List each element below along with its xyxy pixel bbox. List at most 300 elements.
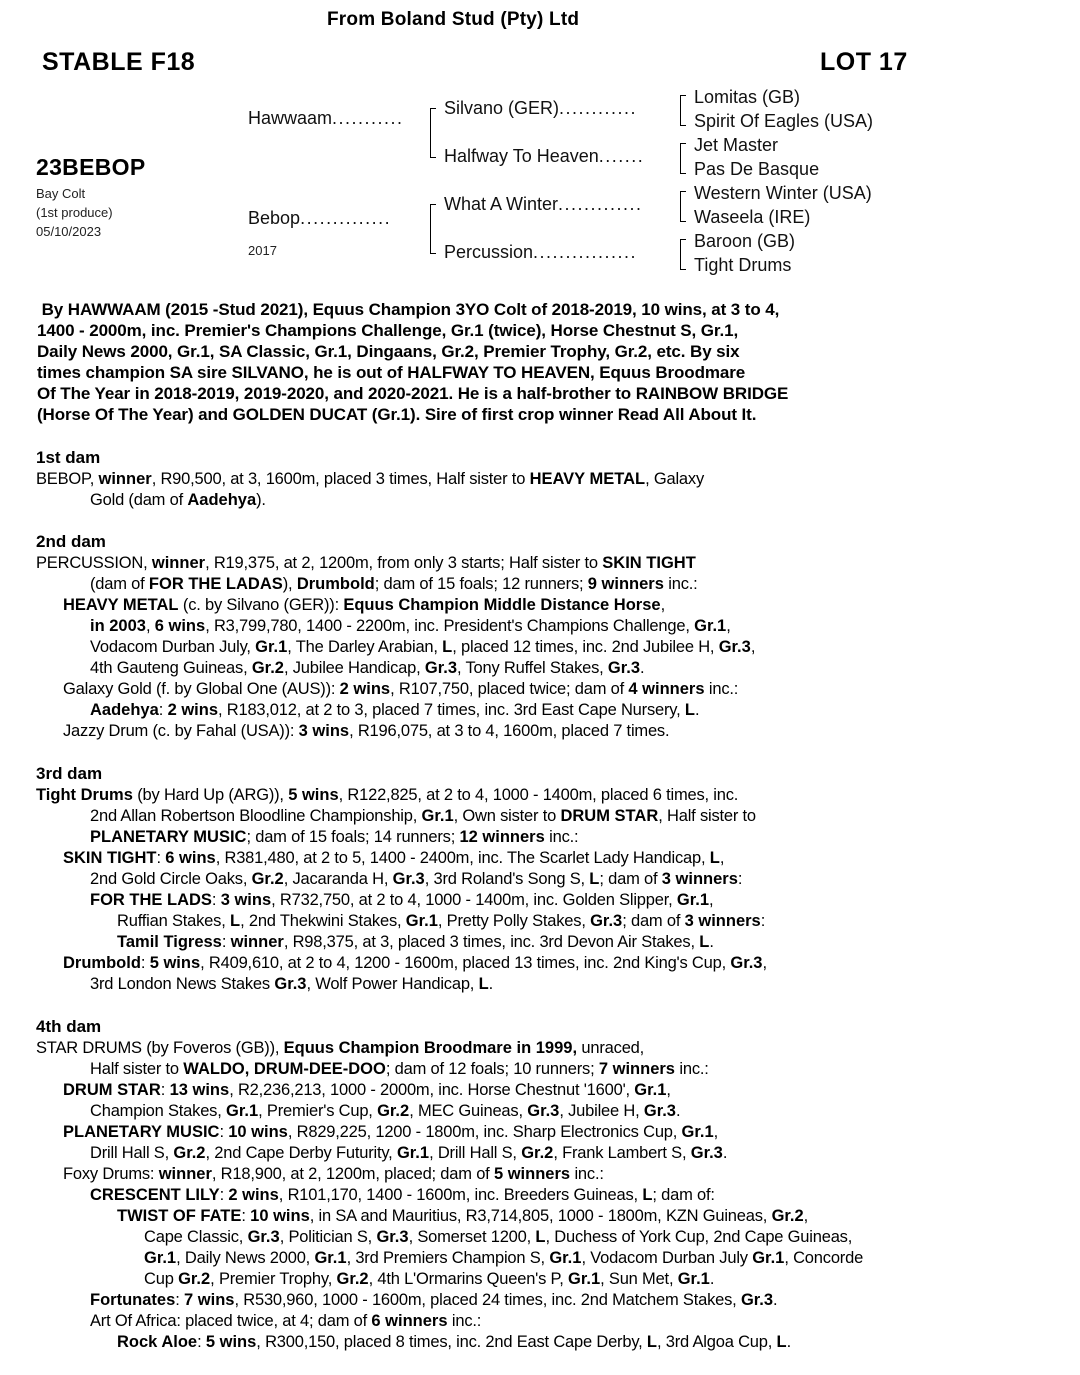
emphasis-text: Gr.2 [178,1270,211,1288]
race-record-line [36,848,1076,869]
pedigree-bracket [430,108,431,158]
body-text: , in SA and Mauritius, R3,714,805, 1000 - 1800m, KZN Guineas, [309,1207,772,1225]
emphasis-text: 13 wins [169,1081,230,1099]
emphasis-text: Gr.3 [590,912,623,930]
emphasis-text: Gr.1 [634,1081,667,1099]
body-text: (dam of [90,575,149,593]
race-record-line [36,1248,1076,1269]
emphasis-text: Gr.3 [643,1102,676,1120]
emphasis-text: FOR THE LADS [90,891,212,909]
race-record-line [36,1206,1076,1227]
race-record-line [36,1122,1076,1143]
body-text: , R196,075, at 3 to 4, 1600m, placed 7 times. [349,722,670,740]
body-text: inc.: [663,575,698,593]
body-text: inc.: [544,828,579,846]
emphasis-text: winner [151,554,206,572]
body-text: : [175,1291,185,1309]
emphasis-text: Gr.1 [568,1270,601,1288]
emphasis-text: L [589,870,600,888]
body-text: unraced, [577,1039,645,1057]
emphasis-text: 7 wins [184,1291,235,1309]
pedigree-dam [248,208,391,229]
body-text: , R90,500, at 3, 1600m, placed 3 times, Half sister to [151,470,530,488]
sire-sire-name: Silvano (GER) [444,98,560,118]
emphasis-text: Aadehya [187,491,257,509]
emphasis-text: 2 wins [339,680,391,698]
emphasis-text: L [442,638,453,656]
race-record-line [36,595,1076,616]
emphasis-text: FOR THE LADAS [148,575,283,593]
body-text: , 3rd Premiers Champion S, [346,1249,550,1267]
emphasis-text: 5 wins [288,786,339,804]
emphasis-text: Gr.3 [730,954,763,972]
horse-name: 23BEBOP [36,154,146,180]
body-text: Half sister to [90,1060,184,1078]
pedigree-sire-sire [444,98,637,119]
pedigree-gen3-8: Tight Drums [694,255,792,275]
body-text: 2nd Allan Robertson Bloodline Championship, [90,807,422,825]
body-text: . [722,1144,728,1162]
emphasis-text: winner [158,1165,212,1183]
emphasis-text: 5 wins [149,954,201,972]
emphasis-text: Gr.3 [607,659,641,677]
emphasis-text: 10 wins [228,1123,288,1141]
emphasis-text: Gr.2 [377,1102,410,1120]
pedigree-sire [248,108,404,129]
body-text: , R300,150, placed 8 times, inc. 2nd East Cape Derby, [256,1333,647,1351]
body-text: inc.: [704,680,739,698]
race-record-line [36,1332,1076,1353]
emphasis-text: Gr.1 [405,912,438,930]
pedigree-gen3-1: Lomitas (GB) [694,87,801,107]
body-text: , R98,375, at 3, placed 3 times, inc. 3rd Devon Air Stakes, [283,933,700,951]
body-text: Jazzy Drum (c. by Fahal (USA)): [63,722,299,740]
race-record-line [36,1101,1076,1122]
body-text: inc.: [570,1165,604,1183]
body-text: Gold (dam of [90,491,188,509]
pedigree-dots: ................ [533,242,638,262]
body-text: , R2,236,213, 1000 - 2000m, inc. Horse Chestnut '1600', [229,1081,635,1099]
dam-name: Bebop [248,208,301,228]
emphasis-text: Gr.1 [144,1249,177,1267]
emphasis-text: Gr.1 [677,1270,710,1288]
body-text: BEBOP, [36,470,99,488]
race-record-line [36,1038,1076,1059]
sire-summary-line: By HAWWAAM (2015 -Stud 2021), Equus Champion 3YO Colt of 2018-2019, 10 wins, at 3 to 4, [37,300,780,319]
body-text: . [488,975,494,993]
body-text: , R183,012, at 2 to 3, placed 7 times, inc. 3rd East Cape Nursery, [218,701,685,719]
lot-label: LOT 17 [820,48,908,76]
body-text: , R101,170, 1400 - 1600m, inc. Breeders Guineas, [278,1186,643,1204]
body-text: Cup [144,1270,179,1288]
body-text: STAR DRUMS (by Foveros (GB)), [36,1039,284,1057]
body-text: , Duchess of York Cup, 2nd Cape Guineas, [545,1228,853,1246]
body-text: , Drill Hall S, [429,1144,522,1162]
body-text: inc.: [675,1060,709,1078]
emphasis-text: Gr.1 [226,1102,259,1120]
body-text: ; dam of 15 foals; 12 runners; [374,575,588,593]
body-text: , Jubilee H, [559,1102,644,1120]
pedigree-dots: ....... [598,146,645,166]
pedigree-gen3-7: Baroon (GB) [694,231,796,251]
body-text: : [197,1333,206,1351]
dam-dam-name: Percussion [444,242,534,262]
race-record-line [36,1269,1076,1290]
body-text: : [221,933,231,951]
pedigree-gen3-5: Western Winter (USA) [694,183,872,203]
emphasis-text: L [642,1186,653,1204]
pedigree-bracket [680,143,681,174]
emphasis-text: Gr.2 [251,659,284,677]
race-record-line [36,700,1076,721]
body-text: , [762,954,767,972]
emphasis-text: 6 wins [165,849,216,867]
body-text: 4th Gauteng Guineas, [90,659,252,677]
body-text: . [709,1270,715,1288]
pedigree-dots: .............. [300,208,392,228]
body-text: , [750,638,756,656]
race-record-line [36,785,1076,806]
body-text: (by Hard Up (ARG)), [132,786,289,804]
pedigree-dam-sire [444,194,643,215]
body-text: : [156,849,166,867]
body-text: , MEC Guineas, [409,1102,528,1120]
emphasis-text: Gr.2 [173,1144,206,1162]
body-text: , Tony Ruffel Stakes, [457,659,608,677]
emphasis-text: Equus Champion Middle Distance Horse [343,596,661,614]
emphasis-text: 2 wins [167,701,218,719]
pedigree-bracket [680,191,681,222]
emphasis-text: Tight Drums [36,786,133,804]
emphasis-text: Gr.1 [681,1123,714,1141]
body-text: PERCUSSION, [36,554,152,572]
dam-foaled-year: 2017 [248,243,277,258]
emphasis-text: Drumbold [296,575,375,593]
emphasis-text: Gr.2 [771,1207,804,1225]
race-record-line [36,1059,1076,1080]
race-record-line [36,1143,1076,1164]
dam-section [36,763,1076,995]
emphasis-text: 10 wins [250,1207,310,1225]
emphasis-text: Gr.1 [752,1249,785,1267]
emphasis-text: Aadehya [90,701,159,719]
emphasis-text: 6 winners [371,1312,448,1330]
body-text: , Pretty Polly Stakes, [437,912,591,930]
emphasis-text: Gr.3 [718,638,751,656]
body-text: , 4th L'Ormarins Queen's P, [368,1270,569,1288]
dam-heading: 2nd dam [36,532,106,551]
body-text: ; dam of: [652,1186,715,1204]
dam-sire-name: What A Winter [444,194,559,214]
body-text: , Own sister to [453,807,561,825]
emphasis-text: Gr.2 [336,1270,369,1288]
body-text: : [219,1123,229,1141]
body-text: . [786,1333,792,1351]
produce-note: (1st produce) [36,205,113,220]
body-text: , [666,1081,671,1099]
body-text: , 3rd Roland's Song S, [424,870,590,888]
emphasis-text: 3 wins [298,722,350,740]
race-record-line [36,574,1076,595]
emphasis-text: L [699,933,710,951]
sire-summary-line: times champion SA sire SILVANO, he is out of HALFWAY TO HEAVEN, Equus Broodmare [37,363,746,382]
body-text: , Premier Trophy, [210,1270,337,1288]
emphasis-text: 7 winners [598,1060,675,1078]
body-text: 3rd London News Stakes [90,975,275,993]
body-text: , Somerset 1200, [408,1228,536,1246]
body-text: , Daily News 2000, [176,1249,315,1267]
race-record-line [36,1080,1076,1101]
body-text: , 3rd Algoa Cup, [657,1333,777,1351]
pedigree-bracket [680,95,681,126]
body-text: , Half sister to [658,807,756,825]
body-text: : [219,1186,229,1204]
race-record-line [36,869,1076,890]
race-record-line [36,637,1076,658]
body-text: , Frank Lambert S, [553,1144,691,1162]
body-text: . [694,701,700,719]
emphasis-text: 9 winners [587,575,664,593]
body-text: (c. by Silvano (GER)): [178,596,344,614]
body-text: , 2nd Thekwini Stakes, [240,912,406,930]
race-record-line [36,490,1076,511]
body-text: Ruffian Stakes, [117,912,230,930]
race-record-line [36,658,1076,679]
emphasis-text: Tamil Tigress [117,933,222,951]
body-text: Cape Classic, [144,1228,248,1246]
pedigree-bracket [680,239,681,270]
race-record-line [36,911,1076,932]
emphasis-text: HEAVY METAL [529,470,646,488]
emphasis-text: Gr.1 [676,891,710,909]
body-text: Drill Hall S, [90,1144,174,1162]
body-text: inc.: [447,1312,482,1330]
emphasis-text: Gr.3 [274,975,307,993]
body-text: ; dam of 15 foals; 14 runners; [246,828,460,846]
body-text: : [140,954,150,972]
stable-label: STABLE F18 [42,48,196,76]
body-text: : [737,870,743,888]
emphasis-text: TWIST OF FATE [117,1207,242,1225]
body-text: , [145,617,155,635]
emphasis-text: Drumbold [63,954,141,972]
body-text: , 2nd Cape Derby Futurity, [205,1144,397,1162]
emphasis-text: DRUM STAR [63,1081,161,1099]
emphasis-text: 5 wins [205,1333,257,1351]
body-text: . [773,1291,778,1309]
emphasis-text: in 2003 [90,617,146,635]
horse-details [36,184,113,241]
sire-summary-line: Of The Year in 2018-2019, 2019-2020, and 2020-2021. He is a half-brother to RAINBOW BRIDGE [37,384,789,403]
body-text: , Jubilee Handicap, [283,659,425,677]
pedigree-dots: ............ [559,98,638,118]
race-record-line [36,1164,1076,1185]
body-text: , R829,225, 1200 - 1800m, inc. Sharp Electronics Cup, [287,1123,682,1141]
body-text: , R19,375, at 2, 1200m, from only 3 starts; Half sister to [205,554,603,572]
pedigree-bracket [430,204,431,254]
body-text: Galaxy Gold (f. by Global One (AUS)): [63,680,340,698]
race-record-line [36,1185,1076,1206]
sire-summary-line: (Horse Of The Year) and GOLDEN DUCAT (Gr.1). Sire of first crop winner Read All About It. [37,405,757,424]
body-text: , [726,617,731,635]
body-text: , [719,849,725,867]
emphasis-text: Gr.1 [255,638,288,656]
race-record-line [36,553,1076,574]
body-text: Champion Stakes, [90,1102,227,1120]
body-text: , R3,799,780, 1400 - 2200m, inc. President's Champions Challenge, [205,617,695,635]
body-text: , R381,480, at 2 to 5, 1400 - 2400m, inc. The Scarlet Lady Handicap, [215,849,710,867]
race-record-line [36,827,1076,848]
emphasis-text: L [478,975,489,993]
emphasis-text: PLANETARY MUSIC [90,828,247,846]
emphasis-text: Gr.3 [740,1291,774,1309]
sire-summary-line: Daily News 2000, Gr.1, SA Classic, Gr.1, Dingaans, Gr.2, Premier Trophy, Gr.2, etc. By six [37,342,740,361]
body-text: , R107,750, placed twice; dam of [390,680,629,698]
sire-dam-name: Halfway To Heaven [444,146,599,166]
pedigree-gen3-4: Pas De Basque [694,159,820,179]
dam-heading: 1st dam [36,448,101,467]
pedigree-dam-dam [444,242,637,263]
body-text: . [640,659,645,677]
emphasis-text: Gr.2 [521,1144,554,1162]
emphasis-text: Rock Aloe [117,1333,198,1351]
body-text: Foxy Drums: [63,1165,159,1183]
body-text: , [709,891,714,909]
dam-heading: 4th dam [36,1017,102,1036]
emphasis-text: winner [230,933,284,951]
body-text: , Politician S, [279,1228,377,1246]
race-record-line [36,932,1076,953]
body-text: , [660,596,665,614]
emphasis-text: L [535,1228,546,1246]
emphasis-text: Equus Champion Broodmare in 1999, [283,1039,578,1057]
emphasis-text: Gr.1 [396,1144,430,1162]
race-record-line [36,806,1076,827]
emphasis-text: PLANETARY MUSIC [63,1123,220,1141]
emphasis-text: DRUM STAR [560,807,659,825]
body-text: , placed 12 times, inc. 2nd Jubilee H, [452,638,719,656]
dam-section [36,531,1076,742]
emphasis-text: 2 wins [228,1186,279,1204]
emphasis-text: Gr.3 [690,1144,723,1162]
body-text: , Galaxy [645,470,704,488]
race-record-line [36,1311,1076,1332]
emphasis-text: Gr.3 [424,659,457,677]
body-text: : [241,1207,251,1225]
sire-name: Hawwaam [248,108,333,128]
body-text: , The Darley Arabian, [287,638,443,656]
race-record-line [36,974,1076,995]
emphasis-text: Gr.3 [376,1228,409,1246]
race-record-line [36,953,1076,974]
pedigree-dots: ............. [558,194,643,214]
emphasis-text: L [709,849,720,867]
emphasis-text: L [776,1333,787,1351]
emphasis-text: HEAVY METAL [63,596,179,614]
emphasis-text: 12 winners [459,828,545,846]
emphasis-text: 3 winners [661,870,738,888]
consignor-title: From Boland Stud (Pty) Ltd [327,9,580,30]
body-text: : [760,912,766,930]
body-text: , Concorde [784,1249,864,1267]
dam-heading: 3rd dam [36,764,103,783]
body-text: . [709,933,714,951]
emphasis-text: L [229,912,241,930]
emphasis-text: Gr.3 [247,1228,280,1246]
pedigree-gen3-6: Waseela (IRE) [694,207,811,227]
emphasis-text: 6 wins [154,617,206,635]
emphasis-text: Gr.1 [421,807,454,825]
emphasis-text: 3 winners [684,912,761,930]
emphasis-text: Gr.3 [527,1102,560,1120]
body-text: , Sun Met, [600,1270,678,1288]
body-text: , Premier's Cup, [258,1102,378,1120]
race-record-line [36,721,1076,742]
emphasis-text: WALDO, DRUM-DEE-DOO [183,1060,386,1078]
race-record-line [36,679,1076,700]
body-text: ; dam of [622,912,685,930]
dam-section [36,447,1076,511]
body-text: , R530,960, 1000 - 1600m, placed 24 times, inc. 2nd Matchem Stakes, [234,1291,741,1309]
emphasis-text: 5 winners [493,1165,571,1183]
body-text: , R122,825, at 2 to 4, 1000 - 1400m, placed 6 times, inc. [338,786,739,804]
body-text: . [675,1102,681,1120]
emphasis-text: Gr.1 [314,1249,347,1267]
body-text: Art Of Africa: placed twice, at 4; dam of [90,1312,372,1330]
emphasis-text: winner [98,470,152,488]
emphasis-text: 3 wins [220,891,272,909]
body-text: , R409,610, at 2 to 4, 1200 - 1600m, placed 13 times, inc. 2nd King's Cup, [200,954,731,972]
emphasis-text: 4 winners [628,680,705,698]
emphasis-text: SKIN TIGHT [63,849,157,867]
body-text: Vodacom Durban July, [90,638,256,656]
body-text: , R732,750, at 2 to 4, 1000 - 1400m, inc. Golden Slipper, [271,891,677,909]
body-text: ), [282,575,297,593]
race-record-line [36,1227,1076,1248]
body-text: ; dam of [599,870,662,888]
emphasis-text: SKIN TIGHT [602,554,696,572]
emphasis-text: Gr.2 [251,870,284,888]
body-text: , [713,1123,719,1141]
body-text: , Wolf Power Handicap, [306,975,479,993]
dam-section [36,1016,1076,1353]
race-record-line [36,469,1076,490]
emphasis-text: Gr.1 [694,617,727,635]
emphasis-text: L [684,701,695,719]
colour-sex: Bay Colt [36,186,86,201]
pedigree-sire-dam [444,146,644,167]
emphasis-text: Gr.3 [392,870,425,888]
body-text: ). [256,491,266,509]
emphasis-text: L [646,1333,658,1351]
body-text: : [160,1081,170,1099]
emphasis-text: Gr.1 [549,1249,582,1267]
sire-summary [37,299,1037,425]
body-text: : [158,701,168,719]
body-text: , Jacaranda H, [283,870,393,888]
body-text: 2nd Gold Circle Oaks, [90,870,252,888]
body-text: : [211,891,221,909]
sire-summary-line: 1400 - 2000m, inc. Premier's Champions Challenge, Gr.1 (twice), Horse Chestnut S, Gr.1, [37,321,739,340]
pedigree-gen3-2: Spirit Of Eagles (USA) [694,111,874,131]
race-record-line [36,1290,1076,1311]
body-text: , Vodacom Durban July [581,1249,753,1267]
race-record-line [36,890,1076,911]
pedigree-dots: ........... [332,108,404,128]
pedigree-gen3-3: Jet Master [694,135,779,155]
race-record-line [36,616,1076,637]
emphasis-text: CRESCENT LILY [90,1186,220,1204]
